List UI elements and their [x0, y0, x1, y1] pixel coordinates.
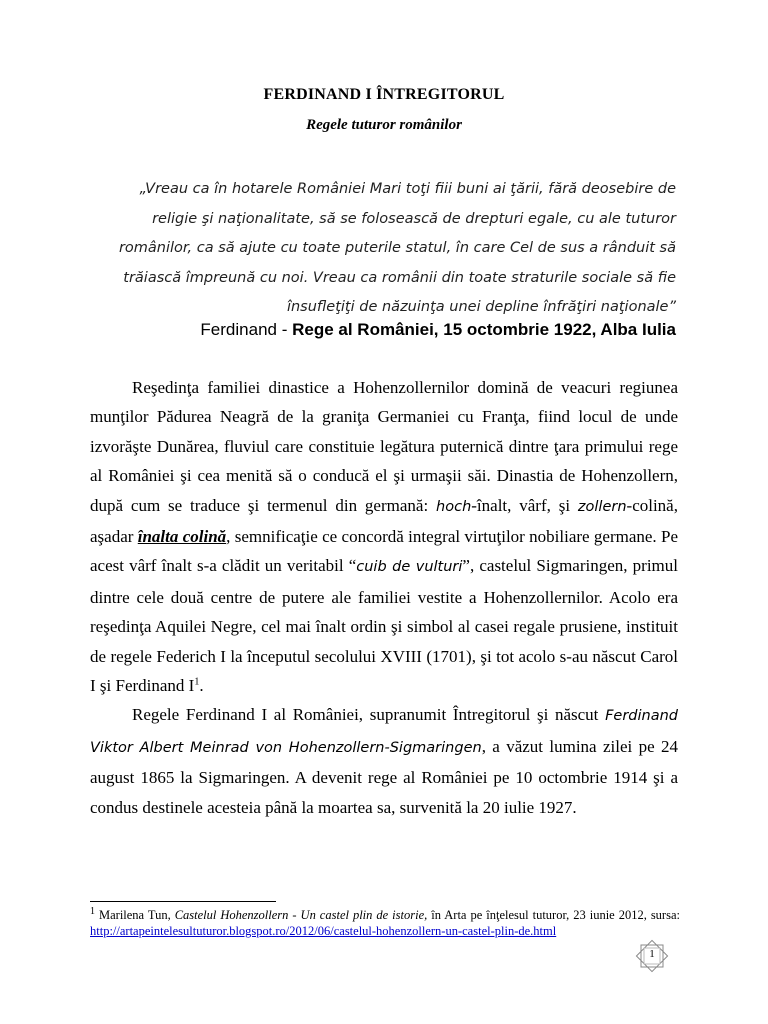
footnote-author: Marilena Tun,	[95, 908, 175, 922]
footnote-work: Castelul Hohenzollern - Un castel plin de istorie,	[174, 908, 428, 922]
text-run: -colină, aşadar	[90, 495, 678, 547]
text-run-italic: hoch	[436, 498, 472, 515]
document-title: FERDINAND I ÎNTREGITORUL	[263, 86, 505, 103]
text-run: , semnificaţie ce concordă integral virtuţilor nobiliare germane. Pe acest vârf înalt s-a clădit un veritabil “	[90, 527, 679, 576]
paragraph	[90, 373, 678, 700]
footnote-number: 1	[90, 905, 95, 917]
footnote-reference[interactable]: 1	[194, 676, 200, 688]
text-run: ”, castelul Sigmaringen, primul dintre cele două centre de putere ale familiei vestite a Hohenzollernilor. Acolo era reşedinţa Aquilei Negre, cel mai înalt ordin şi simbol al casei regale prusiene, instituit de regele Federich I la începutul secolului XVIII (1701), şi tot acolo s-au născut Carol I şi Ferdinand I	[90, 556, 678, 696]
footnote-link[interactable]: http://artapeintelesultuturor.blogspot.ro/2012/06/castelul-hohenzollern-un-castel-plin-de.html	[90, 924, 557, 938]
text-run: Regele Ferdinand I al României, supranumit Întregitorul şi născut	[132, 705, 606, 725]
text-run-emphasis: înalta colină	[137, 527, 227, 547]
attribution-details: Rege al României, 15 octombrie 1922, Alba Iulia	[292, 320, 676, 339]
quote-attribution	[96, 320, 676, 340]
text-run-italic: cuib de vulturi	[356, 559, 463, 576]
text-run-italic: zollern	[577, 498, 627, 515]
footnote-text: în Arta pe înţelesul tuturor, 23 iunie 2012, sursa:	[427, 908, 680, 922]
text-run: .	[199, 676, 204, 696]
text-run-italic: Ferdinand Viktor Albert Meinrad von Hohenzollern-Sigmaringen	[90, 708, 678, 756]
text-run: , a văzut lumina zilei pe 24 august 1865 la Sigmaringen. A devenit rege al României pe 10 octombrie 1914 şi a condus destinele acesteia până la moartea sa, survenită la 20 iulie 1927.	[90, 736, 678, 817]
footnote-separator	[90, 901, 276, 902]
attribution-name: Ferdinand -	[200, 320, 293, 339]
text-run: -înalt, vârf, şi	[471, 495, 578, 515]
body-text	[90, 373, 678, 822]
paragraph	[90, 700, 678, 822]
document-subtitle: Regele tuturor românilor	[306, 117, 462, 133]
text-run: Reşedinţa familiei dinastice a Hohenzollernilor domină de veacuri regiunea munţilor Pădurea Neagră de la graniţa Germaniei cu Franţa, fiind locul de unde izvorăşte Dunărea, fluviul care constituie legătura puternică dintre ţara primului rege al României şi cea menită să o conducă el şi urmaşii săi. Dinastia de Hohenzollern, după cum se traduce şi termenul din germană:	[90, 378, 678, 515]
epigraph-quote: „Vreau ca în hotarele României Mari toţi fiii buni ai ţării, fără deosebire de religie şi naţionalitate, să se folosească de drepturi egale, cu ale tuturor românilor, ca să ajute cu toate puterile statul, în care Cel de sus a rânduit să trăiască împreună cu noi. Vreau ca românii din toate straturile sociale să fie însufleţiţi de năzuinţa unei depline înfrăţiri naţionale”	[118, 181, 676, 315]
footnote	[90, 907, 680, 939]
page-number: 1	[649, 948, 655, 960]
